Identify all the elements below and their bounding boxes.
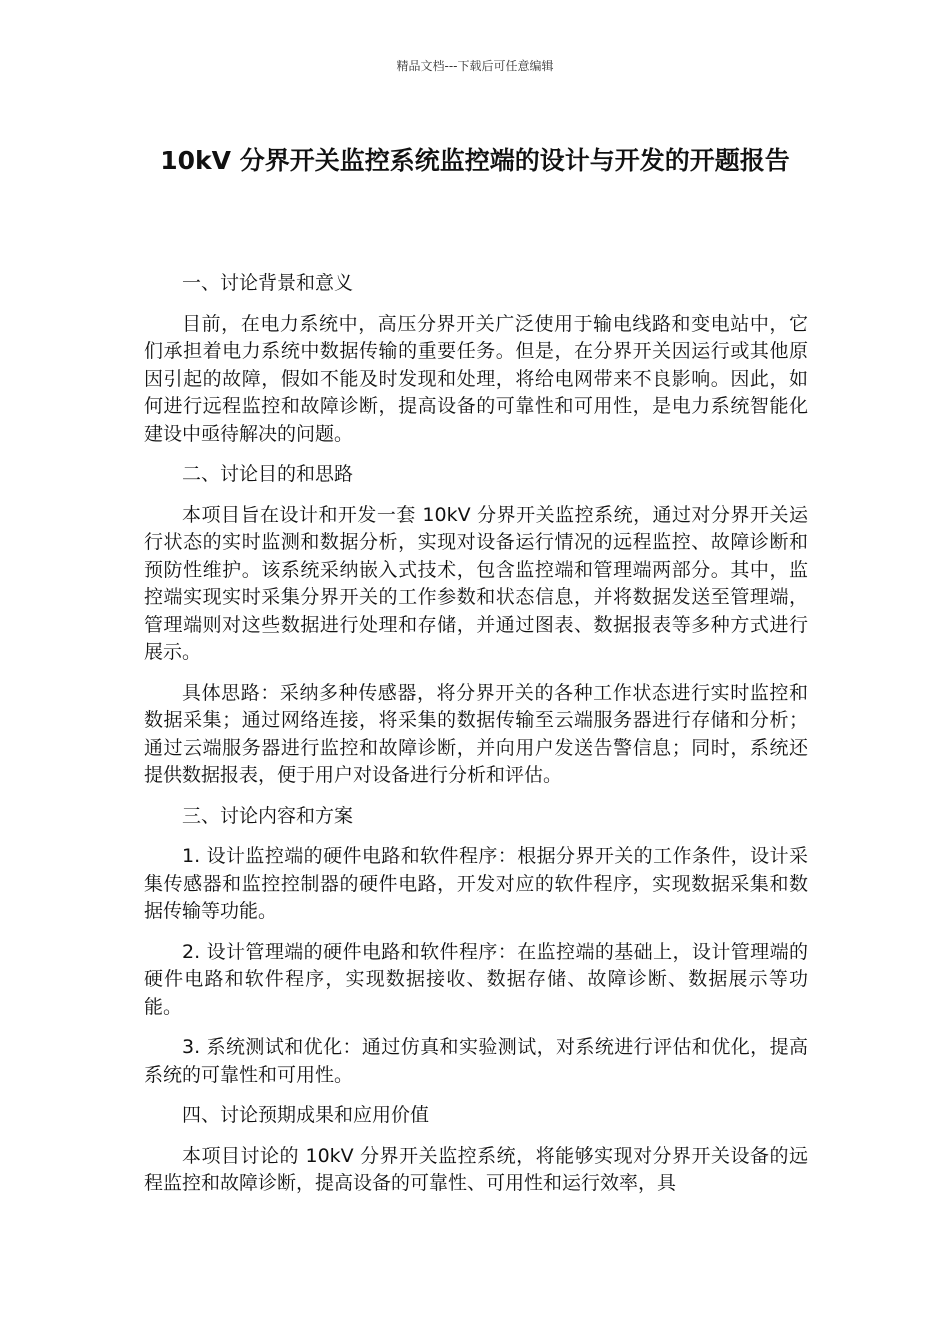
section-background xyxy=(144,270,808,448)
section-heading: 一、讨论背景和意义 xyxy=(182,272,354,294)
paragraph: 3. 系统测试和优化：通过仿真和实验测试，对系统进行评估和优化，提高系统的可靠性和可用性。 xyxy=(144,1036,808,1086)
section-heading: 三、讨论内容和方案 xyxy=(182,804,354,827)
section-content-plan xyxy=(144,803,808,1090)
paragraph: 本项目旨在设计和开发一套 10kV 分界开关监控系统，通过对分界开关运行状态的实时监测和数据分析，实现对设备运行情况的远程监控、故障诊断和预防性维护。该系统采纳嵌入式技术，包含监控端和管理端两部分。其中，监控端实现实时采集分界开关的工作参数和状态信息，并将数据发送至管理端，管理端则对这些数据进行处理和存储，并通过图表、数据报表等多种方式进行展示。 xyxy=(144,503,808,663)
document-title: 10kV 分界开关监控系统监控端的设计与开发的开题报告 xyxy=(160,146,790,175)
paragraph: 2. 设计管理端的硬件电路和软件程序：在监控端的基础上，设计管理端的硬件电路和软件程序，实现数据接收、数据存储、故障诊断、数据展示等功能。 xyxy=(144,940,808,1018)
section-objectives xyxy=(144,461,808,790)
paragraph: 具体思路：采纳多种传感器，将分界开关的各种工作状态进行实时监控和数据采集；通过网络连接，将采集的数据传输至云端服务器进行存储和分析；通过云端服务器进行监控和故障诊断，并向用户发送告警信息；同时，系统还提供数据报表，便于用户对设备进行分析和评估。 xyxy=(144,681,808,786)
section-heading: 四、讨论预期成果和应用价值 xyxy=(182,1104,430,1126)
section-heading: 二、讨论目的和思路 xyxy=(182,463,354,485)
header-note: 精品文档---下载后可任意编辑 xyxy=(396,59,554,73)
paragraph: 1. 设计监控端的硬件电路和软件程序：根据分界开关的工作条件，设计采集传感器和监控控制器的硬件电路，开发对应的软件程序，实现数据采集和数据传输等功能。 xyxy=(144,845,808,922)
document-body xyxy=(144,270,808,1211)
paragraph: 本项目讨论的 10kV 分界开关监控系统，将能够实现对分界开关设备的远程监控和故障诊断，提高设备的可靠性、可用性和运行效率，具 xyxy=(144,1144,808,1194)
paragraph: 目前，在电力系统中，高压分界开关广泛使用于输电线路和变电站中，它们承担着电力系统中数据传输的重要任务。但是，在分界开关因运行或其他原因引起的故障，假如不能及时发现和处理，将给电网带来不良影响。因此，如何进行远程监控和故障诊断，提高设备的可靠性和可用性，是电力系统智能化建设中亟待解决的问题。 xyxy=(144,312,808,445)
section-expected-results xyxy=(144,1102,808,1198)
